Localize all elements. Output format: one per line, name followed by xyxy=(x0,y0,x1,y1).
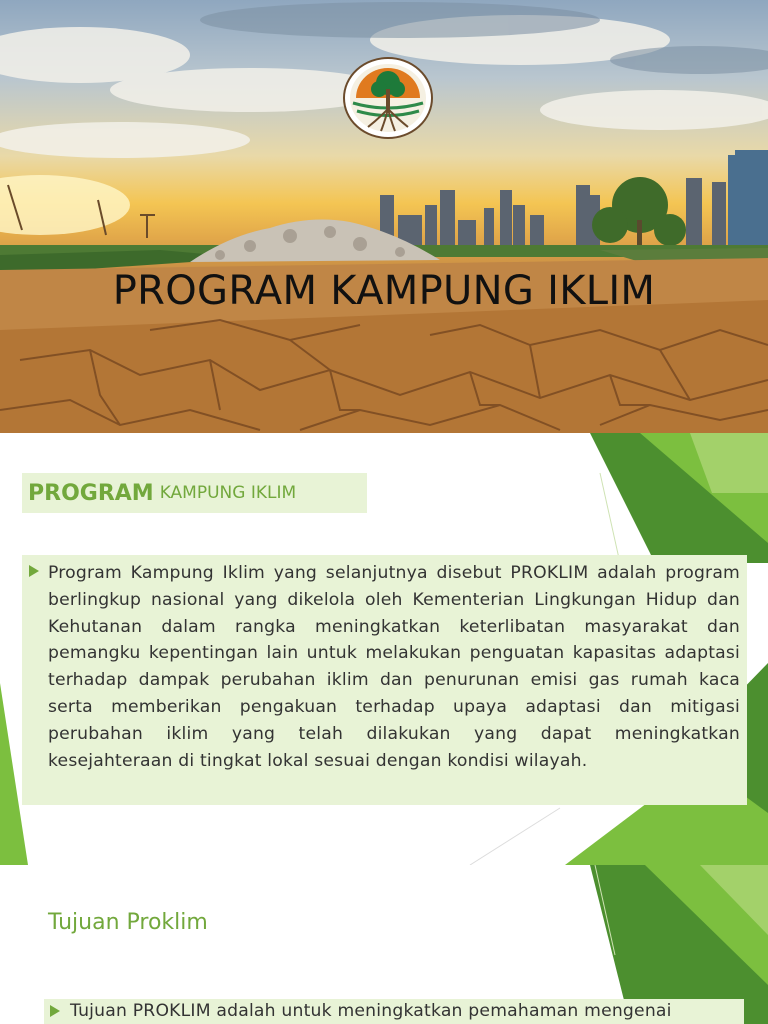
section-heading xyxy=(22,473,367,513)
objective-paragraph: Tujuan PROKLIM adalah untuk meningkatkan pemahaman mengenai xyxy=(70,1001,672,1021)
ministry-logo-icon xyxy=(343,57,433,139)
heading-rest: KAMPUNG IKLIM xyxy=(159,483,297,503)
bullet-arrow-icon xyxy=(29,565,39,577)
objective-text-box xyxy=(44,999,744,1024)
objective-heading: Tujuan Proklim xyxy=(48,910,208,935)
definition-slide xyxy=(0,433,768,865)
definition-text-box xyxy=(22,555,747,805)
title-slide xyxy=(0,0,768,433)
heading-bold-word: PROGRAM xyxy=(28,480,154,506)
objective-slide xyxy=(0,865,768,1024)
slide-title: PROGRAM KAMPUNG IKLIM xyxy=(112,268,656,314)
definition-paragraph: Program Kampung Iklim yang selanjutnya disebut PROKLIM adalah program berlingkup nasional yang dikelola oleh Kementerian Lingkungan Hidup dan Kehutanan dalam rangka meningkatkan keterlibatan masyarakat dan pemangku kepentingan lain untuk melakukan penguatan kapasitas adaptasi terhadap dampak perubahan iklim dan penurunan emisi gas rumah kaca serta memberikan pengakuan terhadap upaya adaptasi dan mitigasi perubahan iklim yang telah dilakukan yang dapat meningkatkan kesejahteraan di tingkat lokal sesuai dengan kondisi wilayah. xyxy=(48,563,740,771)
bullet-arrow-icon xyxy=(50,1005,60,1017)
